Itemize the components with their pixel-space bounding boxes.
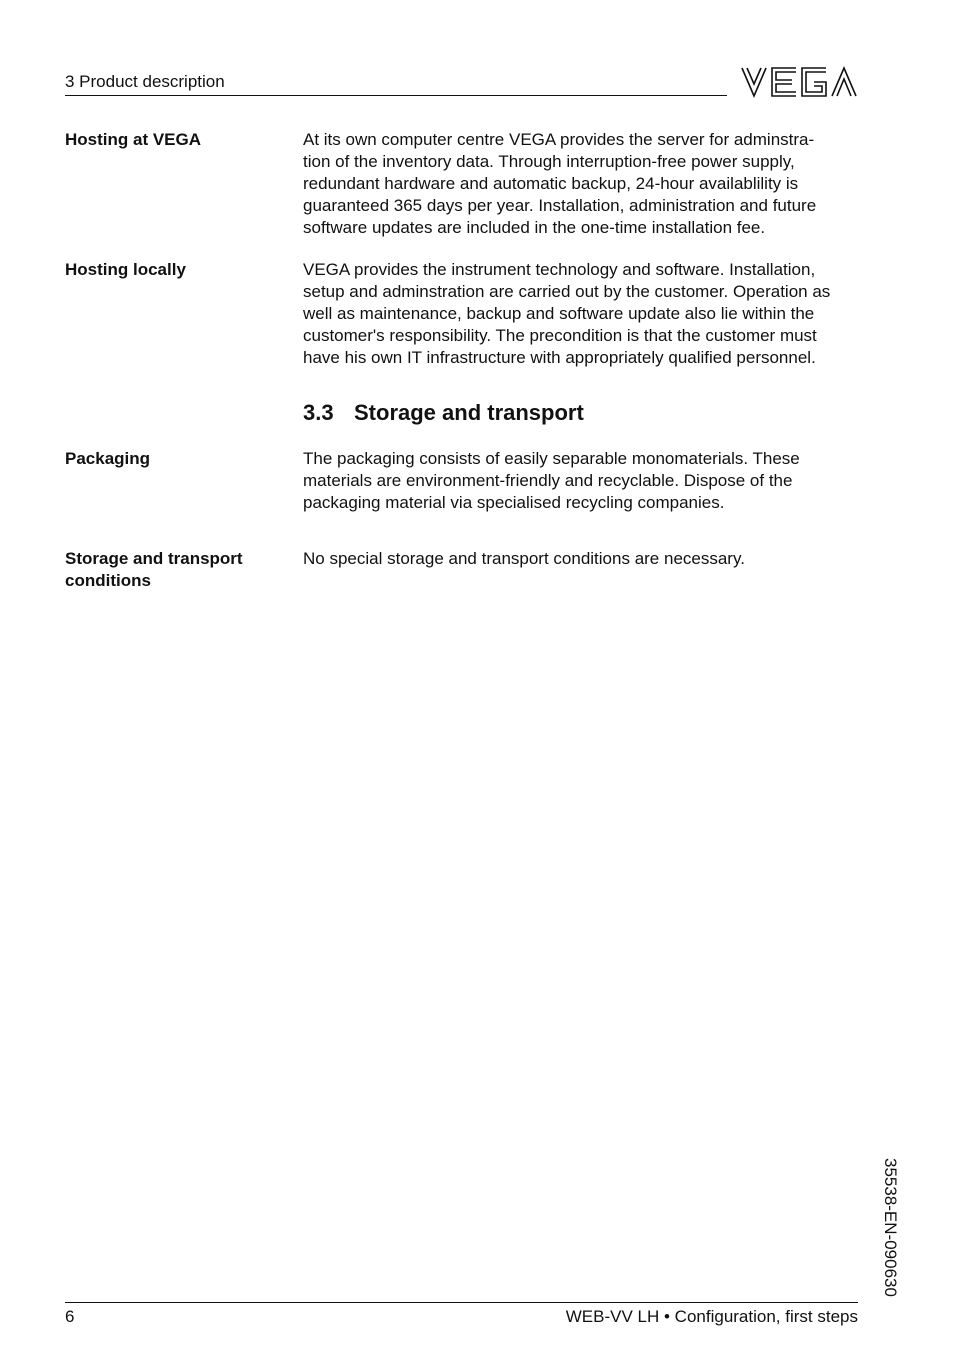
section-label: Hosting locally xyxy=(65,260,186,279)
section-heading xyxy=(303,400,584,426)
body-line: No special storage and transport conditions are necessary. xyxy=(303,549,745,568)
section-label xyxy=(65,548,290,592)
body-line: customer's responsibility. The precondition is that the customer must xyxy=(303,326,817,345)
document-code: 35538-EN-090630 xyxy=(881,1158,900,1297)
footer-rule xyxy=(65,1302,858,1303)
body-line: software updates are included in the one-time installation fee. xyxy=(303,218,766,237)
label-line: conditions xyxy=(65,571,151,590)
body-line: At its own computer centre VEGA provides the server for adminstra- xyxy=(303,130,815,149)
body-line: redundant hardware and automatic backup, 24-hour availablility is xyxy=(303,174,799,193)
section-label: Packaging xyxy=(65,449,151,468)
header-rule xyxy=(65,95,727,96)
body-line: guaranteed 365 days per year. Installation, administration and future xyxy=(303,196,817,215)
body-line: setup and adminstration are carried out by the customer. Operation as xyxy=(303,282,831,301)
label-line: Storage and transport xyxy=(65,549,243,568)
header-chapter: 3 Product description xyxy=(65,72,225,91)
body-line: materials are environment-friendly and recyclable. Dispose of the xyxy=(303,471,793,490)
body-line: well as maintenance, backup and software update also lie within the xyxy=(303,304,815,323)
body-line: have his own IT infrastructure with appropriately qualified personnel. xyxy=(303,348,816,367)
heading-title: Storage and transport xyxy=(354,400,584,425)
page-number: 6 xyxy=(65,1307,75,1326)
section-body xyxy=(303,259,859,369)
vega-logo xyxy=(740,66,858,98)
body-line: packaging material via specialised recycling companies. xyxy=(303,493,725,512)
section-body xyxy=(303,548,859,570)
body-line: The packaging consists of easily separable monomaterials. These xyxy=(303,449,800,468)
section-body xyxy=(303,448,859,514)
body-line: VEGA provides the instrument technology and software. Installation, xyxy=(303,260,816,279)
footer-document-title: WEB-VV LH • Configuration, first steps xyxy=(565,1307,858,1326)
section-body xyxy=(303,129,859,239)
section-label: Hosting at VEGA xyxy=(65,130,202,149)
heading-number: 3.3 xyxy=(303,400,334,425)
body-line: tion of the inventory data. Through interruption-free power supply, xyxy=(303,152,795,171)
